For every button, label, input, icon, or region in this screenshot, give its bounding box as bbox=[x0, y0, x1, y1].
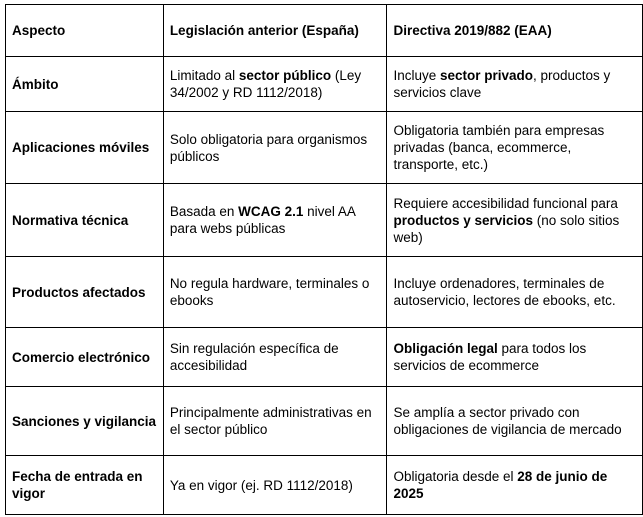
previous-cell: Basada en WCAG 2.1 nivel AA para webs públicas bbox=[163, 184, 387, 257]
table-row bbox=[6, 184, 643, 257]
directive-cell: Obligación legal para todos los servicios de ecommerce bbox=[387, 328, 643, 387]
table-row bbox=[6, 328, 643, 387]
table-row bbox=[6, 387, 643, 456]
directive-cell: Incluye ordenadores, terminales de autoservicio, lectores de ebooks, etc. bbox=[387, 257, 643, 328]
aspect-cell: Fecha de entrada en vigor bbox=[6, 456, 164, 515]
header-aspect: Aspecto bbox=[6, 5, 164, 57]
previous-cell: Solo obligatoria para organismos públicos bbox=[163, 112, 387, 184]
table-row bbox=[6, 57, 643, 112]
directive-cell: Se amplía a sector privado con obligaciones de vigilancia de mercado bbox=[387, 387, 643, 456]
previous-cell: Principalmente administrativas en el sector público bbox=[163, 387, 387, 456]
comparison-table bbox=[5, 4, 643, 515]
previous-cell: No regula hardware, terminales o ebooks bbox=[163, 257, 387, 328]
directive-cell: Requiere accesibilidad funcional para productos y servicios (no solo sitios web) bbox=[387, 184, 643, 257]
aspect-cell: Comercio electrónico bbox=[6, 328, 164, 387]
aspect-cell: Productos afectados bbox=[6, 257, 164, 328]
header-directive: Directiva 2019/882 (EAA) bbox=[387, 5, 643, 57]
directive-cell: Obligatoria desde el 28 de junio de 2025 bbox=[387, 456, 643, 515]
table-header-row bbox=[6, 5, 643, 57]
table-row bbox=[6, 112, 643, 184]
table-row bbox=[6, 257, 643, 328]
aspect-cell: Normativa técnica bbox=[6, 184, 164, 257]
table-row bbox=[6, 456, 643, 515]
directive-cell: Obligatoria también para empresas privadas (banca, ecommerce, transporte, etc.) bbox=[387, 112, 643, 184]
header-previous-legislation: Legislación anterior (España) bbox=[163, 5, 387, 57]
previous-cell: Ya en vigor (ej. RD 1112/2018) bbox=[163, 456, 387, 515]
aspect-cell: Ámbito bbox=[6, 57, 164, 112]
directive-cell: Incluye sector privado, productos y servicios clave bbox=[387, 57, 643, 112]
aspect-cell: Sanciones y vigilancia bbox=[6, 387, 164, 456]
aspect-cell: Aplicaciones móviles bbox=[6, 112, 164, 184]
previous-cell: Sin regulación específica de accesibilidad bbox=[163, 328, 387, 387]
previous-cell: Limitado al sector público (Ley 34/2002 y RD 1112/2018) bbox=[163, 57, 387, 112]
